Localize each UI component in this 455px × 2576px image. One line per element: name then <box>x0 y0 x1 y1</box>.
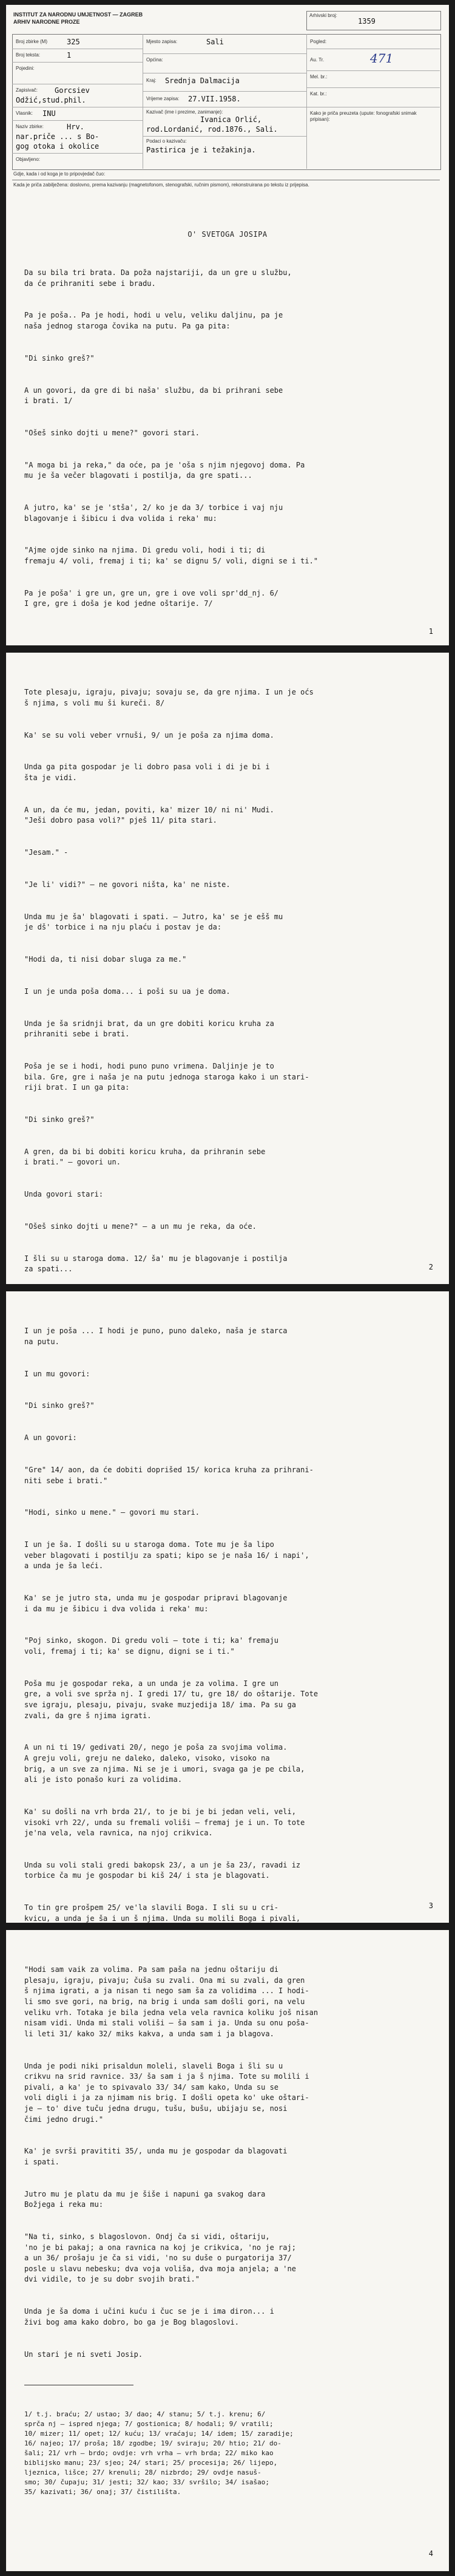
text-number-label: Broj teksta: <box>16 52 41 58</box>
institute-name <box>13 11 143 25</box>
paragraph: "Di sinko greš?" <box>24 1115 95 1124</box>
archive-number-value: 1359 <box>358 17 376 25</box>
paragraph: "Di sinko greš?" <box>24 1401 95 1410</box>
page-number: 3 <box>428 1901 433 1910</box>
archive-number-label: Arhivski broj: <box>309 13 337 18</box>
paragraph: Un stari je ni sveti Josip. <box>24 2350 143 2359</box>
page-3 <box>6 1291 449 1923</box>
story-text-page-1 <box>24 208 431 631</box>
paragraph: A un govori, da gre di bi naša' službu, da bi prihrani sebe i brati. 1/ <box>24 386 283 406</box>
paragraph: A un ni ti 19/ gedivati 20/, nego je poša za svojima volima. A greju voli, greju ne daleko, daleko, visoko, visoko na brig, a un sve za njima. Ni se je i umori, svaga ga je pe cbila, ali je isto ponašo kuri za volidima. <box>24 1743 305 1784</box>
source-label: Gdje, kada i od koga je to pripovjedač čuo: <box>13 171 106 177</box>
paragraph: Poša mu je gospodar reka, a un unda je za volima. I gre un gre, a voli sve sprža nj. I gredi 17/ tu, gre 18/ do oštarije. Tote sve igraju, plesaju, pivaju, svake muzjedija 18/ ima. Pa su ga zvali, da gre š njima igrati. <box>24 1679 318 1720</box>
page-number: 2 <box>428 1263 433 1271</box>
institute-line-1: INSTITUT ZA NARODNU UMJETNOST — ZAGREB <box>13 12 143 18</box>
paragraph: A gren, da bi bi dobiti koricu kruha, da prihranin sebe i brati." — govori un. <box>24 1147 266 1167</box>
melody-number-label: Mel. br.: <box>310 74 328 80</box>
collector-label: Zapisivač: <box>16 87 38 93</box>
paragraph: Ka' se je jutro sta, unda mu je gospodar pripravi blagovanje i da mu je šibicu i dva volida i reka' mu: <box>24 1594 288 1613</box>
collector-name-2: Odžić,stud.phil. <box>16 96 86 104</box>
footnotes: 1/ t.j. braću; 2/ ustao; 3/ dao; 4/ stanu; 5/ t.j. krenu; 6/ sprča nj — ispred njega; 7/ gostionica; 8/ hodali; 9/ vratili; 10/ mizer; 11/ opet; 12/ kuću; 13/ vraćaju; 14/ idem; 15/ zaradije; 16/ najeo; 17/ proša; 18/ zgodbe; 19/ sviraju; 20/ htio; 21/ do- šali; 21/ vrh — brdo; ovdje: vrh vrha — vrh brda; 22/ miko kao biblijsko manu; 23/ sjeo; 24/ stari; 25/ procesija; 26/ lijepo, ljeznica, lišce; 27/ krenuli; 28/ nizbrdo; 29/ ovdje nasuš- smo; 30/ čupaju; 31/ jesti; 32/ kao; 33/ svršilo; 34/ isašao; 35/ kazivati; 36/ onaj; 37/ čistilišta. <box>24 2410 294 2496</box>
recording-method-label: Kako je priča preuzeta (upute: fonografski snimak pripisan): <box>310 110 417 122</box>
municipality-label: Općina: <box>146 57 163 63</box>
date-value: 27.VII.1958. <box>188 95 241 103</box>
paragraph: Ka' se su voli veber vrnuši, 9/ un je poša za njima doma. <box>24 730 274 739</box>
paragraph: To tin gre prošpem 25/ ve'la slavili Boga. I sli su u cri- kvicu, a unda je ša i un š njima. Unda su molili Boga i pivali, <box>24 1903 301 1923</box>
text-number-value: 1 <box>67 51 72 59</box>
paragraph: Unda su voli stali gredi bakopsk 23/, a un je ša 23/, ravadi iz torbice ča mu je gospodar bi kiš 24/ i sta je blagovati. <box>24 1860 301 1880</box>
page-number: 4 <box>428 2549 433 2558</box>
story-text-page-2 <box>24 666 431 1284</box>
paragraph: I un je poša ... I hodi je puno, puno daleko, naša je starca na putu. <box>24 1327 288 1346</box>
narrator-value-1: Ivanica Orlić, <box>200 115 262 124</box>
paragraph: "Ošeš sinko dojti u mene?" — a un mu je reka, da oće. <box>24 1222 257 1231</box>
story-text-page-3 <box>24 1305 431 1923</box>
story-title: O' SVETOGA JOSIPA <box>187 230 268 239</box>
paragraph: Tote plesaju, igraju, pivaju; sovaju se, da gre njima. I un je oćs š njima, s voli mu ši kureči. 8/ <box>24 688 314 707</box>
story-text-page-4 <box>24 1943 431 2518</box>
paragraph: "Hodi sam vaik za volima. Pa sam paša na jednu oštariju di plesaju, igraju, pivaju; čuša su zvali. Ona mi su zvali, da gren š njima igrati, a ja nisan ti nego sam ša za volidima ... I hodi- li smo sve gori, na brig, na brig i unda sam došli gori, na velu veliku vrh. Totaka je bila jedna vela vela ravnica koliku još nisan nisam vidi. Unda mi stali voliši — ša sam i ja. Unda su onu poša- li leti 31/ kako 32/ miks kakva, a unda sam i ja blagova. <box>24 1965 318 2038</box>
paragraph: "A moga bi ja reka," da oće, pa je 'oša s njim njegovoj doma. Pa mu je ša večer blagovati i postilja, da gre spati... <box>24 460 305 480</box>
paragraph: "Ošeš sinko dojti u mene?" govori stari. <box>24 428 200 437</box>
collection-name-1: Hrv. <box>67 123 84 131</box>
paragraph: Unda je podi niki prisaldun moleli, slaveli Boga i šli su u crikvu na srid ravnice. 33/ ša sam i ja š njima. Tote su molili i pivali, a ka' je to spivavalo 33/ 34/ sam kako, Unda su se voli digli i ja za njimam nis brig. I došli opeta ko' uke oštari- je — to' dive tuču jedna drugu, tušu, bušu, ubijaju se, nosi čimi jedno drugi." <box>24 2061 309 2124</box>
narrator-value-2: rod.Lordanić, rod.1876., Sali. <box>146 125 278 134</box>
paragraph: I un je ša. I došli su u staroga doma. Tote mu je ša lipo veber blagovati i postilju za spati; kipo se je naša 16/ i napi', a unda je ša leći. <box>24 1540 309 1571</box>
paragraph: "Di sinko greš?" <box>24 353 95 362</box>
collection-name-3: gog otoka i okolice <box>16 142 99 151</box>
paragraph: Unda govori stari: <box>24 1190 104 1199</box>
instruction-text: Kada je priča zabilježena: doslovno, prema kazivanju (magnetofonom, stenografski, ručnim pismom), rekonstruirana po tekstu iz prijepisa. <box>13 182 309 188</box>
region-label: Kraj: <box>146 78 157 83</box>
paragraph: I un je unda poša doma... i poši su ua je doma. <box>24 987 231 996</box>
place-value: Sali <box>206 38 224 46</box>
narrator-info-value: Pastirica je i težakinja. <box>146 146 256 154</box>
paragraph: "Jesam." - <box>24 848 69 857</box>
paragraph: "Na ti, sinko, s blagoslovon. Ondj ča si vidi, oštariju, 'no je bi pakaj; a ona ravnica na koj je crikvica, 'no je raj; a un 36/ prošaju je ča si vidi, 'no su duše o purgatorija 37/ posle u slavu nebesku; dva voja voliša, dva moja anjela; a 'ne dvi vidile, to je su dobr svojih brati." <box>24 2232 296 2284</box>
collection-name-label: Naziv zbirke: <box>16 124 44 129</box>
paragraph: A un govori: <box>24 1433 77 1443</box>
page-4 <box>6 1930 449 2571</box>
paragraph: "Ajme ojde sinko na njima. Di gredu voli, hodi i ti; di fremaju 4/ voli, fremaj i ti; ka' se dignu 5/ voli, digni se i ti." <box>24 546 318 565</box>
paragraph: "Poj sinko, skogon. Di gredu voli — tote i ti; ka' fremaju voli, fremaj i ti; ka' se dignu, digni se i ti." <box>24 1636 279 1656</box>
owner-value: INU <box>42 109 56 118</box>
catalog-number-label: Kat. br.: <box>310 91 327 97</box>
paragraph: "Gre" 14/ aon, da će dobiti doprišed 15/ korica kruha za prihrani- niti sebe i brati." <box>24 1465 314 1485</box>
page-2 <box>6 653 449 1284</box>
paragraph: I un mu govori: <box>24 1369 90 1378</box>
paragraph: "Je li' vidi?" — ne govori ništa, ka' ne niste. <box>24 880 231 889</box>
narrator-info-label: Podaci o kazivaču: <box>146 138 187 144</box>
paragraph: Da su bila tri brata. Da poža najstariji, da un gre u službu, da će prihraniti sebe i bradu. <box>24 268 292 288</box>
paragraph: Poša je se i hodi, hodi puno puno vrimena. Daljinje je to bila. Gre, gre i naša je na putu jednoga staroga kako i un stari- riji brat. I un ga pita: <box>24 1061 309 1092</box>
paragraph: "Hodi da, ti nisi dobar sluga za me." <box>24 955 187 964</box>
page-number: 1 <box>428 627 433 636</box>
collection-name-2: nar.priče ... s Bo- <box>16 132 99 141</box>
institute-line-2: ARHIV NARODNE PROZE <box>13 19 80 25</box>
place-label: Mjesto zapisa: <box>146 39 178 44</box>
narrator-label: Kazivač (ime i prezime, zanimanje): <box>146 109 223 115</box>
collector-name-1: Gorcsiev <box>55 86 90 95</box>
paragraph: Unda je ša doma i učini kuću i čuc se je i ima diron... i živi bog ama kako dobro, bo ga je Bog blagoslovi. <box>24 2307 274 2326</box>
region-value: Srednja Dalmacija <box>165 76 240 85</box>
paragraph: Pa je poša.. Pa je hodi, hodi u velu, veliku daljinu, pa je naša jednog staroga čovika na putu. Pa ga pita: <box>24 311 283 330</box>
paragraph: Ka' su došli na vrh brda 21/, to je bi je bi jedan veli, veli, visoki vrh 22/, unda su fremali voliši — fremaj je i un. To tote je'na vela, vela ravnica, na njoj crikvica. <box>24 1807 305 1838</box>
owner-label: Vlasnik: <box>16 110 33 116</box>
paragraph: Pa je poša' i gre un, gre un, gre i ove voli spr'dd_nj. 6/ I gre, gre i doša je kod jedne oštarije. 7/ <box>24 588 279 608</box>
collection-number-label: Broj zbirke (M) <box>16 39 48 44</box>
audio-tape-label: Au. Tr. <box>310 57 325 63</box>
paragraph: Jutro mu je platu da mu je šiše i napuni ga svakog dara Božjega i reka mu: <box>24 2189 266 2209</box>
pojedini-label: Pojedini: <box>16 66 35 71</box>
view-label: Pogled: <box>310 39 327 44</box>
page-1 <box>6 5 449 645</box>
paragraph: A un, da će mu, jedan, poviti, ka' mizer 10/ ni ni' Mudi. "Ješi dobro pasa voli?" pješ 11/ pita stari. <box>24 805 274 825</box>
paragraph: I šli su u staroga doma. 12/ ša' mu je blagovanje i postilja za spati... <box>24 1254 288 1274</box>
collection-number-value: 325 <box>67 38 80 46</box>
date-label: Vrijeme zapisa: <box>146 96 180 101</box>
paragraph: Unda ga pita gospodar je li dobro pasa voli i di je bi i šta je vidi. <box>24 763 270 782</box>
published-label: Objavljeno: <box>16 157 41 162</box>
paragraph: Ka' je svrši pravititi 35/, unda mu je gospodar da blagovati i spati. <box>24 2147 288 2166</box>
audio-tape-value: 471 <box>370 51 394 66</box>
paragraph: "Hodi, sinko u mene." — govori mu stari. <box>24 1508 200 1517</box>
paragraph: Unda je ša sridnji brat, da un gre dobiti koricu kruha za prihraniti sebe i brati. <box>24 1019 274 1039</box>
paragraph: Unda mu je ša' blagovati i spati. — Jutro, ka' se je ešš mu je dš' torbice i na nju plaću i postav je da: <box>24 912 283 932</box>
catalog-card-header <box>6 5 449 208</box>
paragraph: A jutro, ka' se je 'stša', 2/ ko je da 3/ torbice i vaj nju blagovanje i šibicu i dva volida i reka' mu: <box>24 503 283 523</box>
